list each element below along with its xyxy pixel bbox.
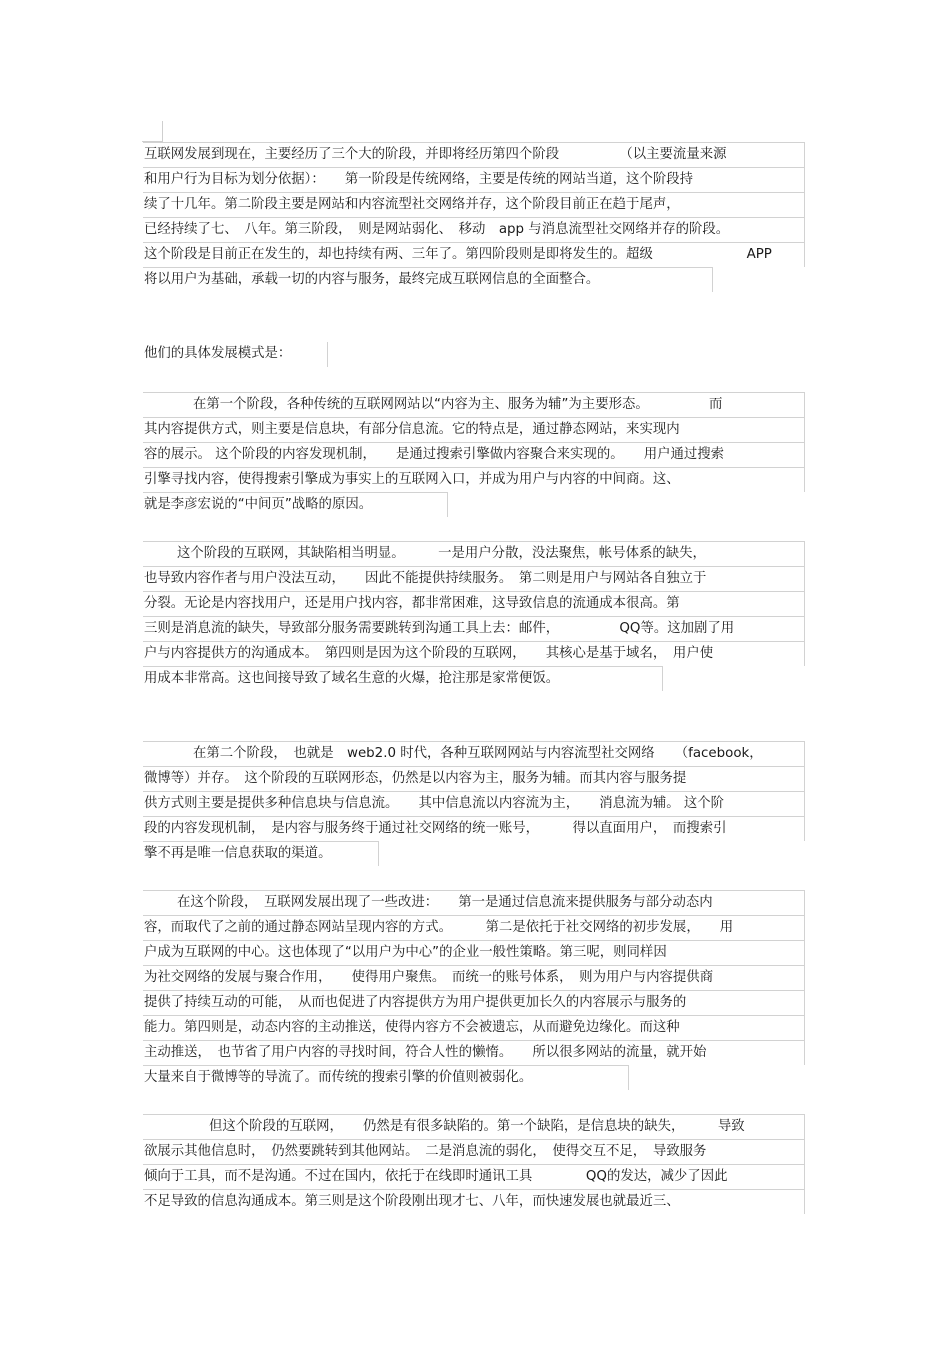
text-line: 提供了持续互动的可能， 从而也促进了内容提供方为用户提供更加长久的内容展示与服务的	[143, 990, 805, 1015]
text-line: 微博等）并存。 这个阶段的互联网形态，仍然是以内容为主，服务为辅。而其内容与服务提	[143, 766, 805, 791]
text-line: 就是李彦宏说的“中间页”战略的原因。	[143, 492, 448, 517]
text-line: 其内容提供方式，则主要是信息块，有部分信息流。它的特点是，通过静态网站，来实现内	[143, 417, 805, 442]
text-line: 这个阶段的互联网，其缺陷相当明显。 一是用户分散，没法聚焦，帐号体系的缺失，	[143, 541, 805, 566]
text-line: 擎不再是唯一信息获取的渠道。	[143, 841, 379, 866]
text-line: 容的展示。 这个阶段的内容发现机制， 是通过搜索引擎做内容聚合来实现的。 用户通过搜索	[143, 442, 805, 467]
text-line: 户成为互联网的中心。这也体现了“以用户为中心”的企业一般性策略。第三呢，则同样因	[143, 940, 805, 965]
text-line: 能力。第四则是，动态内容的主动推送，使得内容方不会被遗忘，从而避免边缘化。而这种	[143, 1015, 805, 1040]
corner-crop-mark	[142, 121, 163, 142]
text-line: 不足导致的信息沟通成本。第三则是这个阶段刚出现才七、八年，而快速发展也就最近三、	[143, 1189, 805, 1214]
paragraph-stage-two-improvements	[143, 890, 805, 1090]
text-line: 为社交网络的发展与聚合作用， 使得用户聚焦。 而统一的账号体系， 则为用户与内容提供商	[143, 965, 805, 990]
text-line: 引擎寻找内容，使得搜索引擎成为事实上的互联网入口，并成为用户与内容的中间商。这、	[143, 467, 805, 492]
text-line: 也导致内容作者与用户没法互动， 因此不能提供持续服务。 第二则是用户与网站各自独立于	[143, 566, 805, 591]
text-line: 在第一个阶段，各种传统的互联网网站以“内容为主、服务为辅”为主要形态。 而	[143, 392, 805, 417]
paragraph-stage-one-defects	[143, 541, 805, 691]
text-line: 这个阶段是目前正在发生的，却也持续有两、三年了。第四阶段则是即将发生的。超级 APP	[143, 242, 805, 267]
paragraph-intro	[143, 142, 805, 292]
text-line: 在这个阶段， 互联网发展出现了一些改进： 第一是通过信息流来提供服务与部分动态内	[143, 890, 805, 915]
text-line: 他们的具体发展模式是：	[143, 342, 328, 367]
text-line: 倾向于工具，而不是沟通。不过在国内，依托于在线即时通讯工具 QQ的发达，减少了因此	[143, 1164, 805, 1189]
text-line: 但这个阶段的互联网， 仍然是有很多缺陷的。第一个缺陷，是信息块的缺失， 导致	[143, 1114, 805, 1139]
text-line: 已经持续了七、 八年。第三阶段， 则是网站弱化、 移动 app 与消息流型社交网络并存的阶段。	[143, 217, 805, 242]
paragraph-stage-two	[143, 741, 805, 866]
text-line: 分裂。无论是内容找用户，还是用户找内容，都非常困难，这导致信息的流通成本很高。第	[143, 591, 805, 616]
paragraph-stage-two-defects	[143, 1114, 805, 1214]
text-line: 在第二个阶段， 也就是 web2.0 时代，各种互联网网站与内容流型社交网络 （facebook，	[143, 741, 805, 766]
paragraph-modes-heading	[143, 342, 805, 367]
text-line: 三则是消息流的缺失，导致部分服务需要跳转到沟通工具上去：邮件， QQ等。这加剧了用	[143, 616, 805, 641]
text-line: 互联网发展到现在，主要经历了三个大的阶段，并即将经历第四个阶段 （以主要流量来源	[143, 142, 805, 167]
text-line: 将以用户为基础，承载一切的内容与服务，最终完成互联网信息的全面整合。	[143, 267, 713, 292]
text-line: 段的内容发现机制， 是内容与服务终于通过社交网络的统一账号， 得以直面用户， 而搜索引	[143, 816, 805, 841]
text-line: 和用户行为目标为划分依据）： 第一阶段是传统网络，主要是传统的网站当道，这个阶段持	[143, 167, 805, 192]
text-line: 大量来自于微博等的导流了。而传统的搜索引擎的价值则被弱化。	[143, 1065, 629, 1090]
text-line: 续了十几年。第二阶段主要是网站和内容流型社交网络并存，这个阶段目前正在趋于尾声，	[143, 192, 805, 217]
text-line: 供方式则主要是提供多种信息块与信息流。 其中信息流以内容流为主， 消息流为辅。 这个阶	[143, 791, 805, 816]
text-line: 主动推送， 也节省了用户内容的寻找时间，符合人性的懒惰。 所以很多网站的流量，就开始	[143, 1040, 805, 1065]
text-line: 欲展示其他信息时， 仍然要跳转到其他网站。 二是消息流的弱化， 使得交互不足， 导致服务	[143, 1139, 805, 1164]
text-line: 容，而取代了之前的通过静态网站呈现内容的方式。 第二是依托于社交网络的初步发展， 用	[143, 915, 805, 940]
paragraph-stage-one	[143, 392, 805, 517]
text-line: 户与内容提供方的沟通成本。 第四则是因为这个阶段的互联网， 其核心是基于域名， 用户使	[143, 641, 805, 666]
text-line: 用成本非常高。这也间接导致了域名生意的火爆，抢注那是家常便饭。	[143, 666, 663, 691]
